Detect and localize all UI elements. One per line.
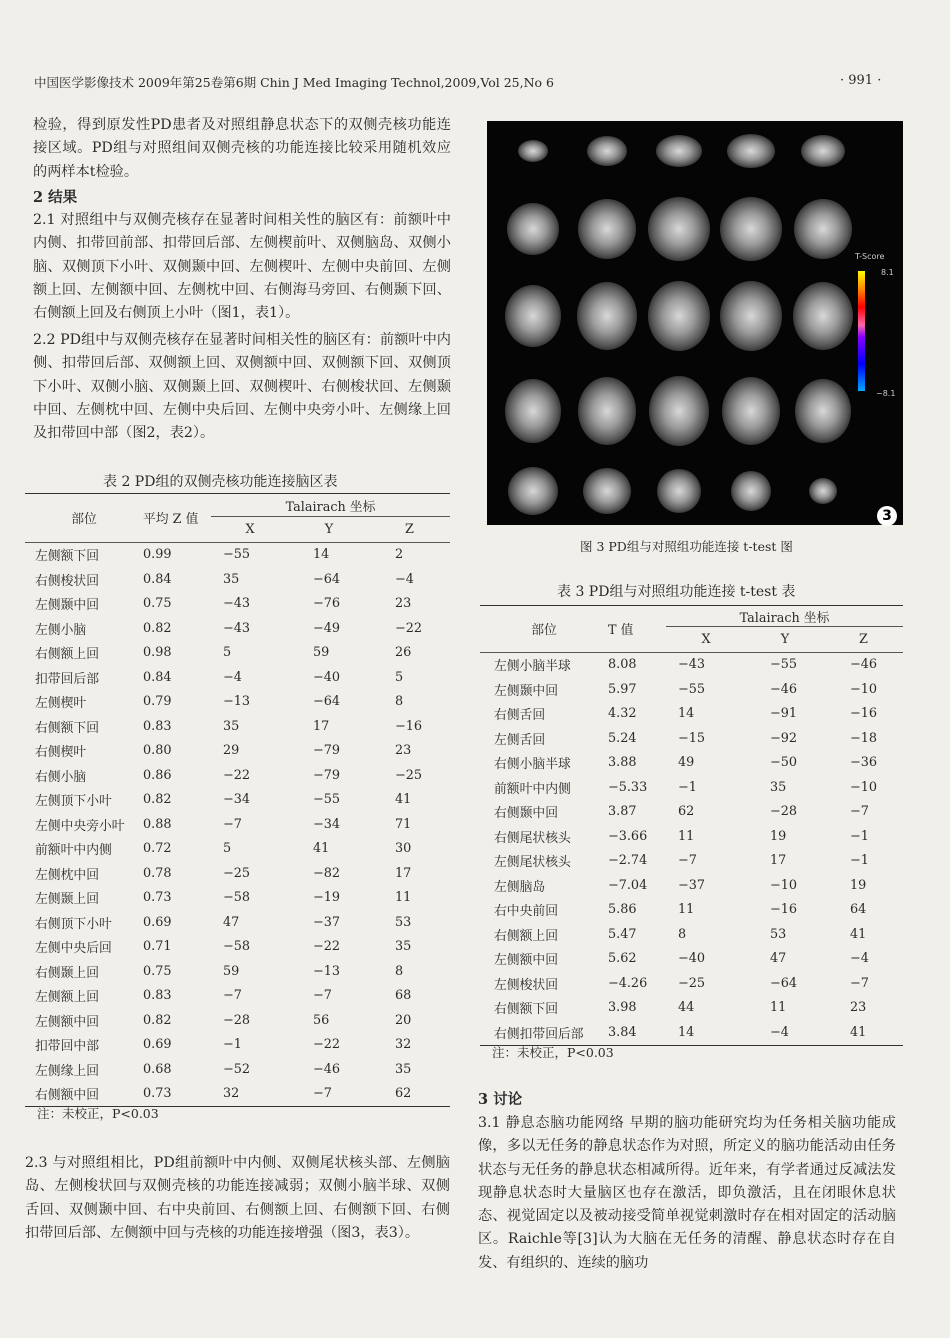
cell-z: 30 [395,841,412,857]
cell-x: 11 [678,902,695,918]
cell-region: 右侧楔叶 [35,745,87,761]
cell-y: −64 [313,694,341,710]
cell-region: 左侧中央旁小叶 [35,818,125,834]
cell-region: 左侧梭状回 [494,977,558,993]
cell-z: 20 [395,1012,412,1028]
cell-value: 0.82 [143,620,172,636]
cell-value: 5.47 [608,926,637,942]
table-row [25,739,450,764]
cell-z: −10 [850,779,878,795]
cell-x: −13 [223,694,251,710]
cell-z: 53 [395,914,412,930]
cell-y: 56 [313,1012,330,1028]
cell-value: 0.79 [143,694,172,710]
cell-y: −22 [313,1037,341,1053]
cell-z: 35 [395,939,412,955]
brain-slice [648,281,710,351]
cell-x: −52 [223,1061,251,1077]
table-row [480,996,903,1021]
brain-slice [649,376,709,446]
cell-region: 右侧额下回 [494,1002,558,1018]
t-score-colorbar [858,271,865,391]
cell-region: 左侧缘上回 [35,1063,99,1079]
cell-z: 23 [395,743,412,759]
cell-y: 35 [770,779,787,795]
paragraph-3-1: 3.1 静息态脑功能网络 早期的脑功能研究均为任务相关脑功能成像，多以无任务的静息状态作为对照，所定义的脑功能活动由任务状态与无任务的静息状态相减所得。近年来，有学者通过反减法发现静息状态时大量脑区也存在激活，即负激活，且在闭眼休息状态、视觉固定以及被动接受简单视觉刺激时存在相对固定的活动脑区。Raichle等[3]认为大脑在无任务的清醒、静息状态时存在自发、有组织的、连续的脑功 [478,1115,896,1271]
table-row [25,1082,450,1107]
table-row [480,751,903,776]
cell-value: 0.73 [143,1086,172,1102]
cell-z: 11 [395,890,412,906]
cell-value: 0.99 [143,547,172,563]
section-3-title: 3 讨论 [478,1091,523,1108]
cell-x: −22 [223,767,251,783]
brain-slice [507,203,559,255]
brain-slice [793,282,853,350]
table-row [480,677,903,702]
cell-region: 右侧梭状回 [35,573,99,589]
intro-paragraph: 检验，得到原发性PD患者及对照组静息状态下的双侧壳核功能连接区域。PD组与对照组间双侧壳核的功能连接比较采用随机效应的两样本t检验。 [33,117,451,180]
cell-value: 5.24 [608,730,637,746]
cell-value: 0.86 [143,767,172,783]
cell-region: 前额叶中内侧 [494,781,571,797]
cell-value: 0.78 [143,865,172,881]
cell-region: 右侧额上回 [35,647,99,663]
brain-slice [505,285,561,347]
brain-slice [518,140,548,162]
cell-region: 左侧脑岛 [494,879,546,895]
cell-x: 5 [223,645,232,661]
table-row [480,775,903,800]
cell-value: 5.86 [608,902,637,918]
brain-slice [578,377,636,445]
table-row [25,616,450,641]
cell-z: −25 [395,767,423,783]
table-row [480,849,903,874]
cell-y: 47 [770,951,787,967]
table-row [480,971,903,996]
cell-region: 右侧颞中回 [494,806,558,822]
table-row [25,984,450,1009]
scale-min-label: −8.1 [876,389,896,398]
cell-z: 19 [850,877,867,893]
cell-region: 左侧尾状核头 [494,855,571,871]
cell-value: 3.84 [608,1024,637,1040]
table-2-head-coord: Talairach 坐标 [211,494,450,517]
cell-y: −28 [770,804,798,820]
cell-y: −46 [313,1061,341,1077]
cell-value: 0.83 [143,988,172,1004]
brain-slice [794,199,852,259]
cell-x: 35 [223,718,240,734]
cell-value: 0.75 [143,596,172,612]
cell-z: 68 [395,988,412,1004]
cell-y: −13 [313,963,341,979]
cell-z: 41 [850,926,867,942]
t-score-label: T-Score [855,252,885,261]
cell-region: 左侧颞上回 [35,892,99,908]
cell-y: −64 [313,571,341,587]
cell-y: −46 [770,681,798,697]
cell-value: 5.62 [608,951,637,967]
cell-region: 右中央前回 [494,904,558,920]
table-2-head-y: Y [324,521,334,537]
cell-value: 0.75 [143,963,172,979]
cell-z: 32 [395,1037,412,1053]
table-row [480,1020,903,1045]
cell-y: 59 [313,645,330,661]
table-row [25,542,450,567]
cell-y: −79 [313,767,341,783]
table-3-caption: 表 3 PD组与对照组功能连接 t-test 表 [557,584,796,600]
table-row [25,910,450,935]
cell-x: 47 [223,914,240,930]
cell-value: −2.74 [608,853,648,869]
cell-x: −55 [223,547,251,563]
table-row [480,800,903,825]
cell-z: −1 [850,828,869,844]
cell-value: 0.82 [143,1012,172,1028]
table-2-head-z: Z [405,521,414,537]
cell-y: 17 [770,853,787,869]
table-row [480,702,903,727]
cell-z: −16 [850,706,878,722]
cell-x: −1 [223,1037,242,1053]
cell-value: 0.73 [143,890,172,906]
cell-x: −7 [223,816,242,832]
cell-z: 35 [395,1061,412,1077]
cell-region: 左侧顶下小叶 [35,794,112,810]
scale-max-label: 8.1 [881,268,894,277]
cell-z: −36 [850,755,878,771]
table-row [480,726,903,751]
paragraph-2-2: 2.2 PD组中与双侧壳核存在显著时间相关性的脑区有：前额叶中内侧、扣带回后部、双侧额上回、双侧额中回、双侧额下回、双侧顶下小叶、双侧小脑、双侧颞上回、双侧楔叶、右侧梭状回、左侧颞中回、左侧枕中回、左侧中央后回、左侧中央旁小叶、左侧缘上回及扣带回中部（图2，表2）。 [33,332,451,442]
table-2-head-x: X [245,521,255,537]
cell-value: 3.87 [608,804,637,820]
cell-y: −49 [313,620,341,636]
cell-x: 32 [223,1086,240,1102]
cell-x: 5 [223,841,232,857]
cell-region: 右侧额下回 [35,720,99,736]
cell-y: 41 [313,841,330,857]
cell-value: 0.69 [143,914,172,930]
cell-x: −15 [678,730,706,746]
cell-x: −37 [678,877,706,893]
cell-y: −82 [313,865,341,881]
cell-z: 8 [395,963,404,979]
cell-x: 62 [678,804,695,820]
cell-y: −79 [313,743,341,759]
cell-x: 49 [678,755,695,771]
cell-z: 41 [395,792,412,808]
cell-region: 左侧中央后回 [35,941,112,957]
cell-region: 右侧额中回 [35,1088,99,1104]
table-3 [480,605,903,1046]
cell-z: −22 [395,620,423,636]
table-2-head-region: 部位 [71,512,97,528]
cell-y: 11 [770,1000,787,1016]
cell-z: −4 [395,571,414,587]
cell-y: −7 [313,988,332,1004]
table-row [25,861,450,886]
cell-y: −19 [313,890,341,906]
cell-region: 扣带回后部 [35,671,99,687]
table-row [25,592,450,617]
cell-x: −25 [678,975,706,991]
brain-slice [795,379,851,443]
cell-x: −7 [223,988,242,1004]
table-row [480,824,903,849]
figure-3-badge: 3 [877,506,897,526]
cell-z: 41 [850,1024,867,1040]
cell-y: −16 [770,902,798,918]
cell-x: 29 [223,743,240,759]
brain-slice [727,134,775,168]
cell-x: 59 [223,963,240,979]
cell-x: −58 [223,939,251,955]
cell-value: 0.84 [143,571,172,587]
cell-region: 左侧舌回 [494,732,546,748]
cell-z: 8 [395,694,404,710]
cell-region: 左侧颞中回 [494,683,558,699]
table-2-note: 注：未校正，P<0.03 [37,1106,159,1121]
table-row [25,1033,450,1058]
table-row [480,873,903,898]
cell-z: 71 [395,816,412,832]
paragraph-2-1: 2.1 对照组中与双侧壳核存在显著时间相关性的脑区有：前额叶中内侧、扣带回前部、扣带回后部、左侧楔前叶、双侧脑岛、双侧小脑、双侧顶下小叶、双侧颞中回、左侧楔叶、左侧中央前回、左侧额上回、左侧额中回、左侧枕中回、右侧海马旁回、右侧颞下回、右侧额上回及右侧顶上小叶（图1，表1）。 [33,212,451,322]
cell-region: 右侧扣带回后部 [494,1026,584,1042]
cell-z: −18 [850,730,878,746]
cell-value: 5.97 [608,681,637,697]
cell-z: −16 [395,718,423,734]
cell-z: 23 [850,1000,867,1016]
cell-value: 0.71 [143,939,172,955]
cell-region: 左侧额中回 [35,1014,99,1030]
cell-z: 26 [395,645,412,661]
cell-x: 11 [678,828,695,844]
table-3-head-y: Y [780,631,790,647]
cell-y: −34 [313,816,341,832]
cell-x: −43 [678,657,706,673]
cell-z: 2 [395,547,404,563]
cell-region: 左侧小脑 [35,622,87,638]
brain-slice [809,478,837,504]
cell-y: −4 [770,1024,789,1040]
table-2 [25,493,450,1107]
cell-y: −76 [313,596,341,612]
table-row [480,922,903,947]
cell-z: 5 [395,669,404,685]
cell-z: −46 [850,657,878,673]
cell-region: 左侧额中回 [494,953,558,969]
brain-slice [587,136,627,166]
table-row [25,959,450,984]
table-2-caption: 表 2 PD组的双侧壳核功能连接脑区表 [103,474,338,490]
table-row [25,886,450,911]
cell-x: −1 [678,779,697,795]
running-header: 中国医学影像技术 2009年第25卷第6期 Chin J Med Imaging Technol,2009,Vol 25,No 6 [34,75,554,90]
cell-x: −43 [223,620,251,636]
cell-y: 53 [770,926,787,942]
cell-value: 0.98 [143,645,172,661]
cell-z: 23 [395,596,412,612]
table-row [25,1057,450,1082]
cell-y: −55 [313,792,341,808]
cell-region: 右侧颞上回 [35,965,99,981]
table-2-head-value: 平均 Z 值 [143,512,199,528]
cell-x: 35 [223,571,240,587]
table-row [25,567,450,592]
table-row [25,714,450,739]
cell-value: 0.69 [143,1037,172,1053]
cell-x: 44 [678,1000,695,1016]
cell-z: −7 [850,975,869,991]
cell-x: −55 [678,681,706,697]
cell-x: −28 [223,1012,251,1028]
cell-y: 14 [313,547,330,563]
cell-value: 0.80 [143,743,172,759]
cell-z: 64 [850,902,867,918]
table-row [25,788,450,813]
cell-y: −64 [770,975,798,991]
cell-value: −5.33 [608,779,648,795]
cell-region: 右侧顶下小叶 [35,916,112,932]
cell-y: −55 [770,657,798,673]
cell-value: −3.66 [608,828,648,844]
cell-value: −7.04 [608,877,648,893]
cell-x: −58 [223,890,251,906]
table-row [25,935,450,960]
table-3-head-value: T 值 [608,623,634,639]
cell-z: −10 [850,681,878,697]
page-number: · 991 · [840,73,882,88]
cell-region: 右侧尾状核头 [494,830,571,846]
cell-y: −10 [770,877,798,893]
table-row [25,812,450,837]
brain-slice [720,281,782,351]
cell-x: 8 [678,926,687,942]
cell-value: 3.98 [608,1000,637,1016]
cell-x: 14 [678,706,695,722]
cell-region: 左侧额下回 [35,549,99,565]
cell-value: 3.88 [608,755,637,771]
cell-value: 4.32 [608,706,637,722]
cell-z: −1 [850,853,869,869]
brain-slice [731,471,771,511]
cell-y: −91 [770,706,798,722]
cell-value: 0.82 [143,792,172,808]
brain-slice [648,197,710,261]
cell-z: −7 [850,804,869,820]
cell-region: 左侧小脑半球 [494,659,571,675]
cell-value: 0.72 [143,841,172,857]
table-row [25,763,450,788]
cell-region: 右侧小脑半球 [494,757,571,773]
cell-value: 0.88 [143,816,172,832]
cell-region: 左侧楔叶 [35,696,87,712]
brain-slice [505,379,561,443]
cell-y: 19 [770,828,787,844]
cell-x: −40 [678,951,706,967]
table-3-head-region: 部位 [531,623,557,639]
cell-x: −25 [223,865,251,881]
cell-z: −4 [850,951,869,967]
cell-z: 62 [395,1086,412,1102]
cell-region: 右侧小脑 [35,769,87,785]
brain-slice [720,197,782,261]
cell-region: 右侧舌回 [494,708,546,724]
cell-region: 左侧枕中回 [35,867,99,883]
cell-region: 左侧颞中回 [35,598,99,614]
table-row [25,665,450,690]
brain-slice [657,469,701,513]
table-row [25,837,450,862]
table-row [25,690,450,715]
cell-x: −7 [678,853,697,869]
cell-x: 14 [678,1024,695,1040]
figure-3-image [487,121,903,525]
cell-x: −4 [223,669,242,685]
cell-region: 左侧额上回 [35,990,99,1006]
cell-value: 0.83 [143,718,172,734]
brain-slice [722,377,780,445]
brain-slice [656,135,702,167]
brain-slice [801,135,845,167]
table-row [480,898,903,923]
cell-value: −4.26 [608,975,648,991]
cell-region: 扣带回中部 [35,1039,99,1055]
table-3-note: 注：未校正，P<0.03 [492,1045,614,1060]
cell-y: −50 [770,755,798,771]
cell-region: 右侧额上回 [494,928,558,944]
brain-slice [577,282,637,350]
brain-slice [583,468,631,514]
cell-region: 前额叶中内侧 [35,843,112,859]
cell-x: −34 [223,792,251,808]
section-2-title: 2 结果 [33,189,78,206]
cell-y: −37 [313,914,341,930]
cell-y: −40 [313,669,341,685]
table-row [25,1008,450,1033]
table-3-head-z: Z [859,631,868,647]
figure-3-caption: 图 3 PD组与对照组功能连接 t-test 图 [580,539,793,554]
table-row [25,641,450,666]
cell-value: 8.08 [608,657,637,673]
cell-y: −7 [313,1086,332,1102]
cell-x: −43 [223,596,251,612]
table-3-head-coord: Talairach 坐标 [666,606,903,627]
cell-y: 17 [313,718,330,734]
cell-value: 0.84 [143,669,172,685]
cell-y: −92 [770,730,798,746]
paragraph-2-3: 2.3 与对照组相比，PD组前额叶中内侧、双侧尾状核头部、左侧脑岛、左侧梭状回与双侧壳核的功能连接减弱；双侧小脑半球、双侧舌回、双侧颞中回、右中央前回、右侧额上回、右侧额下回、右侧扣带回后部、左侧额中回与壳核的功能连接增强（图3，表3）。 [25,1155,450,1241]
table-3-head-x: X [701,631,711,647]
cell-y: −22 [313,939,341,955]
brain-slice [508,467,558,515]
cell-z: 17 [395,865,412,881]
cell-value: 0.68 [143,1061,172,1077]
table-row [480,947,903,972]
brain-slice [578,199,636,259]
table-row [480,652,903,677]
